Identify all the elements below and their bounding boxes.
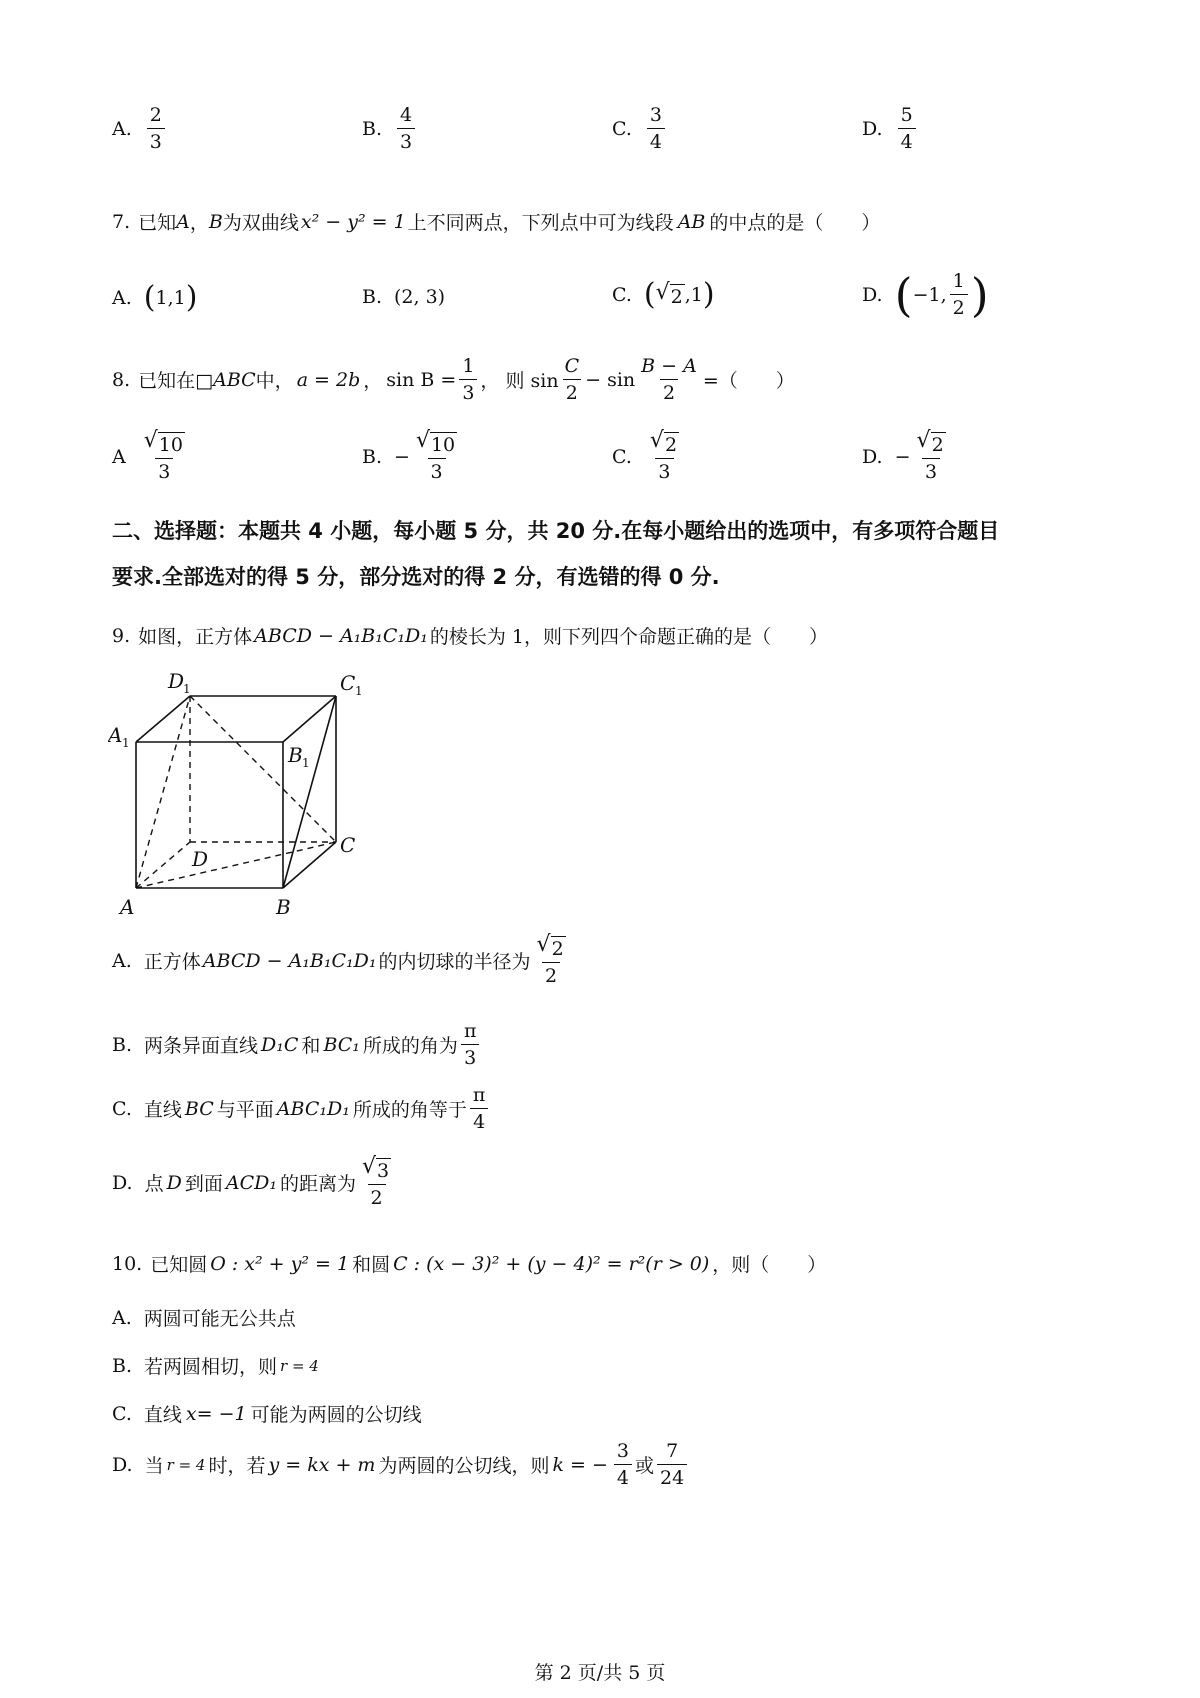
- fraction: $\frac{5}{4}$: [898, 104, 916, 153]
- q6-option-d[interactable]: [862, 104, 919, 153]
- section-2-header: 二、选择题：本题共 4 小题，每小题 5 分，共 20 分.在每小题给出的选项中，有多项符合题目 要求.全部选对的得 5 分，部分选对的得 2 分，有选错的得 0 分.: [112, 519, 1000, 589]
- q7-option-d[interactable]: D. ( −1, $\frac{1}{2}$ ): [862, 267, 989, 322]
- q10-option-d[interactable]: D. 当 r = 4 时，若 y = kx + m 为两圆的公切线，则 k = − $\frac{3}{4}$ 或 $\frac{7}{24}$: [112, 1440, 690, 1489]
- q6-option-a[interactable]: [112, 104, 168, 153]
- svg-text:1: 1: [302, 756, 310, 770]
- q7-option-c[interactable]: C. ( √ 2 ,1 ): [612, 277, 715, 312]
- label-C1: C: [340, 671, 356, 695]
- q6-option-b[interactable]: [362, 104, 418, 153]
- q9-option-b[interactable]: B. 两条异面直线 D₁C 和 BC₁ 所成的角为 $\frac{\pi}{3}$: [112, 1020, 482, 1069]
- page-footer: 第 2 页/共 5 页: [534, 1662, 666, 1684]
- fraction: $\frac{3}{4}$: [647, 104, 665, 153]
- q8-option-b[interactable]: B. − √ 10 3: [362, 428, 456, 483]
- option-label: A.: [112, 117, 132, 140]
- q9-option-d[interactable]: D. 点 D 到面 ACD₁ 的距离为 √ 3 2: [112, 1154, 390, 1209]
- label-D1: D: [168, 669, 185, 693]
- q8-option-c[interactable]: C. √ 2 3: [612, 428, 678, 483]
- label-B: B: [276, 895, 291, 919]
- q8-option-d[interactable]: D. − √ 2 3: [862, 428, 944, 483]
- q10-stem: 10. 已知圆 O : x² + y² = 1 和圆 C : (x − 3)² + (y − 4)² = r²(r > 0) ，则（ ）: [112, 1252, 827, 1276]
- sqrt: √ 2: [655, 280, 683, 308]
- q9-stem: 9. 如图，正方体 ABCD − A₁B₁C₁D₁ 的棱长为 1，则下列四个命题正确的是（ ）: [112, 624, 829, 648]
- cube-figure: [108, 660, 378, 920]
- label-C: C: [340, 833, 356, 857]
- q10-option-a[interactable]: A. 两圆可能无公共点: [112, 1306, 296, 1330]
- q9-option-c[interactable]: C. 直线 BC 与平面 ABC₁D₁ 所成的角等于 $\frac{\pi}{4}$: [112, 1084, 491, 1133]
- q7-stem: 7. 已知 A ， B 为双曲线 x² − y² = 1 上不同两点，下列点中可为线段 AB 的中点的是（ ）: [112, 210, 881, 234]
- label-A: A: [120, 895, 135, 919]
- q7-option-b[interactable]: B. (2, 3): [362, 286, 446, 308]
- q6-option-c[interactable]: [612, 104, 668, 153]
- q9-option-a[interactable]: A. 正方体 ABCD − A₁B₁C₁D₁ 的内切球的半径为 √ 2 2: [112, 932, 564, 987]
- fraction: $\frac{4}{3}$: [397, 104, 415, 153]
- label-A1: A: [108, 723, 123, 747]
- option-label: D.: [862, 117, 883, 140]
- label-B1: B: [288, 743, 303, 767]
- label-D: D: [192, 847, 209, 871]
- svg-text:1: 1: [122, 736, 130, 750]
- q10-option-c[interactable]: C. 直线 x= −1 可能为两圆的公切线: [112, 1402, 422, 1426]
- option-label: B.: [362, 117, 383, 140]
- q10-option-b[interactable]: B. 若两圆相切，则 r = 4: [112, 1354, 319, 1378]
- q7-option-a[interactable]: A. ( 1,1 ): [112, 280, 198, 315]
- q8-option-a[interactable]: A √ 10 3: [112, 428, 183, 483]
- fraction: $\frac{2}{3}$: [147, 104, 165, 153]
- q8-stem: 8. 已知在□ ABC 中， a = 2b ， sin B = $\frac{1}{3}$ ， 则 sin $\frac{C}{2}$ − sin $\frac{B - A}{2}$ =（ ）: [112, 355, 795, 404]
- option-label: C.: [612, 117, 632, 140]
- hyperbola-equation: x² − y² = 1: [300, 210, 406, 233]
- svg-text:1: 1: [355, 684, 363, 698]
- svg-text:1: 1: [183, 682, 191, 696]
